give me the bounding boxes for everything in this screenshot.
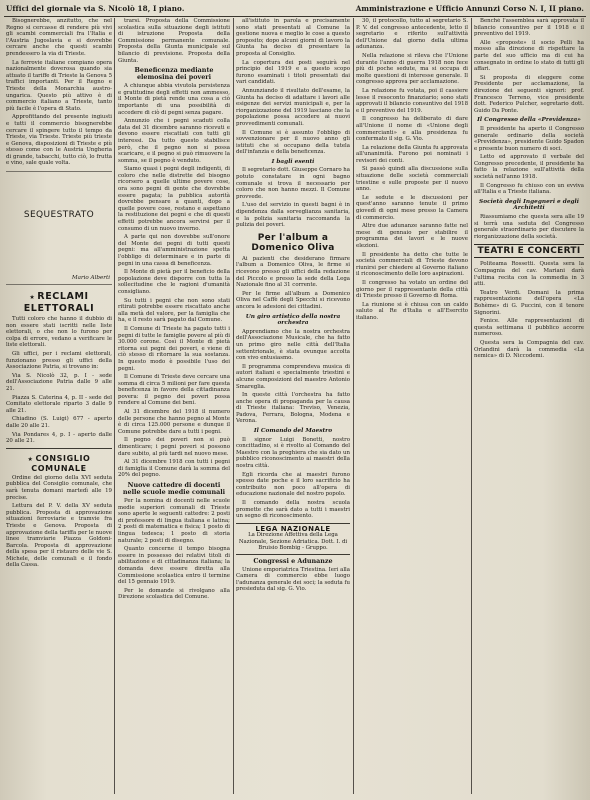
article-heading: Congressi e Adunanze (253, 556, 333, 565)
star-icon: ★ (27, 455, 34, 463)
paragraph: Questa sera la Compagnia del cav. Orlandini darà la commedia «La nemica» di D. Niccodemi. (474, 339, 584, 360)
section-title-reclami: ★ RECLAMI ELETTORALI (23, 291, 95, 315)
article-heading: Società degli Ingegneri e degli Architetti (479, 198, 579, 212)
article-heading: Per l'album a Domenico Oliva (251, 232, 335, 253)
article-heading: Il Congresso della «Previdenza» (477, 117, 581, 124)
paragraph: Per le firme all'album a Domenico Oliva nel Caffè degli Specchi si ricevono ancora le adesioni dei cittadini. (236, 290, 350, 310)
paragraph: Quanto concerne il tempo bisogna essere in possesso dei relativi titoli di abilitazione e di cittadinanza italiana; la domanda deve essere diretta alla Commissione scolastica entro il termine del 15 gennaio 1919. (118, 546, 230, 586)
article-heading: Un giro artistico della nostra orchestra (245, 313, 341, 327)
paragraph: La copertura dei posti seguirà nel principio del 1919 e a questo scopo furono esaminati i titoli presentati dai vari candidati. (236, 59, 350, 86)
paragraph: Ordine del giorno della XVI seduta pubblica del Consiglio comunale, che sarà tenuta domani martedì alle 19 precise. (6, 474, 112, 501)
column-rule (114, 18, 115, 794)
paragraph: Il programma comprendeva musica di autori italiani e specialmente triestini e alcune composizioni del maestro Antonio Smareglia. (236, 363, 350, 390)
paragraph: Al 31 dicembre del 1918 il numero delle persone che hanno pegno al Monte è di circa 125.000 persone e dunque il Comune potrebbe dare a tutti i pegni. (118, 409, 230, 435)
paragraph: Il segretario dott. Giuseppe Cornaro ha potuto constatare in ogni bagno comunale si trova il necessario per coloro che non hanno mezzi. Il Comune provvede. (236, 167, 350, 200)
column-2 (118, 18, 230, 796)
column-5 (474, 18, 584, 796)
paragraph: Riassumiamo che questa sera alle 19 si terrà una seduta del Congresso generale straordinario per discutere la riorganizzazione della società. (474, 214, 584, 240)
divider (6, 448, 112, 449)
section-title-consiglio: ★ CONSIGLIO COMUNALE (27, 453, 91, 473)
lega-title: LEGA NAZIONALE (255, 524, 331, 533)
lega-subtitle: La Direzione Affettiva della Lega Nazionale, Sezione Adriatica. Dott. I. di Bruisio Bombig - Gruppo. (238, 532, 348, 552)
paragraph: Al 31 dicembre 1918 con tutti i pegni di famiglia il Comune darà la somma del 20% del pegno. (118, 459, 230, 479)
paragraph: A chiunque abbia vivutola persistenza e gratitudine degli effetti non ammesso, il Monte di pietà rende una cosa a ciò importante di una possibilità di accedere di ciò di pegni senza pagare. (118, 83, 230, 116)
header-right: Amministrazione e Ufficio Annunzi Corso N. I, II piano. (355, 4, 584, 13)
paragraph: A parte qui non dovrebbe sull'onore del Monte dei pegni di tutti questi pegni: ma all'amministrazione spetta l'obbligo di determinare e in parte di pegni in una cassa di beneficenza. (118, 234, 230, 267)
article-heading: Nuove cattedre di docenti nelle scuole medie comunali (122, 481, 226, 496)
paragraph: Altre due adunanze saranno fatte nel mese di gennaio per stabilire il programma dei lavori e le nuove elezioni. (356, 223, 468, 249)
paragraph: L'uso del servizio in questi bagni è in dipendenza dalla sorveglianza sanitaria, e la polizia sanitaria raccomanda la pulizia dei poveri. (236, 202, 350, 229)
paragraph: Bisognerebbe, anzitutto, che nel Regno si cercasse di rendere più vivi gli scambi commerciali fra l'Italia e l'Austria Jugoslavia e si dovrebbe cercare anche che questi scambi prendessero la via di Trieste. (6, 18, 112, 57)
column-1 (6, 18, 112, 796)
paragraph: Il congresso ha deliberato di dare all'Unione il nome di «Unione degli commercianti» e alla presidenza fu confermato il sig. G. Vio. (356, 116, 468, 143)
paragraph: Il comando della nostra scuola promette che sarà dato a tutti i maestri un segno di riconoscimento. (236, 500, 350, 520)
paragraph: Apprendiamo che la nostra orchestra dell'Associazione Musicale, che ha fatto un primo giro nelle città dell'Italia settentrionale, è stata ovunque accolta con vivo entusiasmo. (236, 328, 350, 362)
column-3 (236, 18, 350, 796)
paragraph: 30, il protocollo, tutto al segretario S. P. V. del congresso antecedente, letto il segretario e riferito sull'attività dell'Unione dal giorno della ultima adunanza. (356, 18, 468, 51)
paragraph: Si proposta di eleggere come Presidente per acclamazione, la direzione dei seguenti signori: prof. Francesco Terreno, vice presidente dott. Federico Pulcher, segretario dott. Guido Da Ponte. (474, 74, 584, 114)
paragraph: Tutti coloro che hanno il dubbio di non essere stati iscritti nelle liste elettorali, o che non lo furono per colpa di errore, vedano a verificare le liste elettorali. (6, 316, 112, 349)
paragraph: Piazza S. Caterina 4, p. II - sede del Comitato elettorale riparto 3 dalle 9 alle 21. (6, 394, 112, 414)
column-rule (471, 18, 472, 794)
paragraph: Il Comune di Trieste ha pagato tutti i pegni di tutte le famiglie povere al più di 30.000 corone. Così il Monte di pietà ritorna sui pegni dei poveri, e viene di ciò stesso di ritornare la sua sostanza. In questo modo è possibile l'uso dei pegni. (118, 325, 230, 372)
paragraph: La relazione della Giunta fu approvata all'unanimità. Furono poi nominati i revisori dei conti. (356, 144, 468, 164)
paragraph: Nella relazione si rileva che l'Unione durante l'anno di guerra 1918 non fece più di poche sedute, ma si occupa di molte questioni di interesse generale. Il congresso approva per acclamazione. (356, 52, 468, 86)
paragraph: Annunziando il risultato dell'esame, la Giunta ha deciso di adattare i lavori alle esigenze dei servizi municipali e, per la riorganizzazione del 1919 lasciano che la popolazione possa accedere ai nuovi provvedimenti comunali. (236, 87, 350, 127)
censored-label: SEQUESTRATO (23, 210, 95, 221)
paragraph: Il Comune di Trieste deve cercare una somma di circa 5 milioni per fare questa beneficenza in favore della cittadinanza povera: il pegno dei poveri possa rendere al Comune dei beni. (118, 374, 230, 407)
paragraph: Gli uffici, per i reclami elettorali, funzionano presso gli uffici della Associazione Patria, si trovano in: (6, 351, 112, 371)
paragraph: Ai pazienti che desiderano firmare l'album a Domenico Oliva, le firme si ricevono presso gli uffici della redazione del Piccolo e presso la sede della Lega Nazionale fino al 31 corrente. (236, 255, 350, 289)
paragraph: Il presidente ha aperto il Congresso generale ordinario della società «Previdenza», presidente Guido Spadon e presente buon numero di soci. (474, 125, 584, 152)
paragraph: Il Monte di pietà per il beneficio della popolazione deve disporre con tutta la sollecitudine che le ragioni d'umanità consigliano. (118, 269, 230, 295)
article-heading: Il Comando del Maestro (253, 428, 333, 435)
column-rule (353, 18, 354, 794)
header-left: Uffici del giornale via S. Nicolò 18, I piano. (6, 4, 185, 13)
paragraph: Si passò quindi alla discussione sulla situazione delle società commerciali triestine e sulle proposte per il nuovo anno. (356, 166, 468, 193)
section-title-teatri: TEATRI E CONCERTI (474, 244, 584, 258)
page-header (4, 2, 586, 17)
paragraph: trarsi. Proposta della Commissione scolastica sulla situazione degli istituti di istruzione Proposta della Commissione permanente comunale. Proposta della Giunta municipale sul bilancio di previsione. Proposta della Giunta. (118, 18, 230, 64)
lega-nazionale-box (236, 523, 350, 555)
paragraph: Fenice. Alle rappresentazioni di questa settimana il pubblico accorre numeroso. (474, 318, 584, 338)
paragraph: Politeama Rossetti. Questa sera la Compagnia del cav. Mariani darà l'ultima recita con la commedia in 3 atti. (474, 261, 584, 288)
column-4 (356, 18, 468, 796)
paragraph: Il presidente ha detto che tutte le società commerciali di Trieste devono riunirsi per chiedere al Governo italiano il riconoscimento delle loro aspirazioni. (356, 251, 468, 278)
paragraph: Per la nomina di docenti nelle scuole medie superiori comunali di Trieste sono aperte le seguenti cattedre: 2 posti di professore di lingua italiana e latina; 2 posti di matematica e fisica; 1 posto di lingua tedesca; 1 posto di storia naturale; 2 posti di disegno. (118, 498, 230, 544)
paragraph: Letto ed approvato il verbale del Congresso precedente, il presidente ha fatto la relazione sull'attività della società nell'anno 1918. (474, 154, 584, 181)
article-heading: Beneficenza mediante elemosina dei poveri (134, 66, 214, 82)
paragraph: Siamo quasi i pegni degli indigenti, di coloro che nelle distrette del bisogno ricorsero a quelle ultime povere cose, ora sono pegni di gente che dovrebbe essere pagata; la pubblica autorità dovrebbe pensare a quanti, dopo a quelle povere cose, restano e aspettano la restituzione dei pegni e che di questi effetti potrebbe ancora servirsi per il consumo di un nuovo inverno. (118, 166, 230, 232)
paragraph: Benché l'assemblea sarà approvata il bilancio consuntivo per il 1918 e il preventivo del 1919. (474, 18, 584, 38)
paragraph: Chiadino (S. Luigi) 677 - aperto dalle 20 alle 21. (6, 416, 112, 429)
paragraph: all'istituto in parola e precisamente sono stati presentati al Comune la gestione nuova e meglio le cose a questo proposito; dopo alcuni giorni di lavoro la Giunta ha deciso di presentare la proposta al Consiglio. (236, 18, 350, 57)
paragraph: Il pegno dei poveri non si può dimenticare; i pegni poveri si possono dare subito, al più tardi nel nuovo mese. (118, 437, 230, 457)
paragraph: La relazione fu votata, poi il cassiere lesse il resoconto finanziario; sono stati approvati il bilancio consuntivo del 1918 e il preventivo del 1919. (356, 87, 468, 114)
paragraph: La riunione si è chiusa con un caldo saluto al Re d'Italia e all'Esercito italiano. (356, 301, 468, 321)
paragraph: Il Congresso fu chiuso con un evviva all'Italia e a Trieste italiana. (474, 182, 584, 196)
star-icon: ★ (29, 294, 36, 302)
paragraph: Annunzio che i pegni scaduti colla data del 31 dicembre saranno ricevuti e devono essere riscattati con tutti gli interessi. Da tutto questo stabilisce però, che il pegno non si possa scaricare, e il pegno si può rimuovere la somma, se il pegno è venduto. (118, 118, 230, 164)
paragraph: Via Pondares 4, p. I - aperto dalle 20 alle 21. (6, 431, 112, 445)
paragraph: Il signor Luigi Bonetti, nostro concittadino, si è rivolto al Comando del Maestro con la preghiera che sia dato un pubblico riconoscimento ai maestri della nostra città. (236, 436, 350, 470)
paragraph: Le sedute e le discussioni per quest'anno saranno tenute il primo giovedì di ogni mese presso la Camera di commercio. (356, 194, 468, 221)
paragraph: Via S. Nicolò 32, p. I - sede dell'Associazione Patria dalle 9 alle 21. (6, 372, 112, 392)
paragraph: Teatro Verdi. Domani la prima rappresentazione dell'opera «La Bohème» di G. Puccini, con il tenore Signorini. (474, 289, 584, 316)
column-rule (233, 18, 234, 794)
paragraph: Il Comune si è assunto l'obbligo di sovvenzionare per il nuovo anno gli istituti che si occupano della tutela dell'infanzia e della beneficenza. (236, 129, 350, 156)
paragraph: Lettura del P. V. della XV seduta pubblica. Proposta di approvazione situazioni ferroviarie e tramvie fra Trieste e Genova. Proposta di approvazione della tariffa per le nuove linee tramviarie Piazza Goldoni-Barcola. Proposta di approvazione della spesa per il ristauro delle vie S. Michele, delle comunali e il fondo della Cassa. (6, 503, 112, 569)
paragraph: Per le domande si rivolgano alla Direzione scolastica del Comune. (118, 587, 230, 601)
paragraph: In queste città l'orchestra ha fatto anche opera di propaganda per la causa di Trieste italiana: Treviso, Venezia, Padova, Ferrara, Bologna, Modena e Verona. (236, 392, 350, 425)
article-heading: I bagli esenti (271, 158, 315, 165)
paragraph: Approfittando del presente ingiusti e tutti il commercio bisognerebbe cercare il spingere tutto il tempo da Trieste, via Trieste. Trieste più trieste e Genova, disposizioni di Trieste e più stesso come con le Austria Ungheria di grande, tabacchi, tutto ciò, lo frutta e vino, sale quale volta. (6, 114, 112, 167)
censored-block (6, 171, 112, 285)
paragraph: Su tutti i pegni che non sono stati ritirati potrebbe essere riscattato anche alla metà del valore, per la famiglia che ha, e il resto sarà pagato dal Comune. (118, 297, 230, 324)
paragraph: Il congresso ha votato un ordine del giorno per il rappresentante della città di Trieste presso il Governo di Roma. (356, 279, 468, 300)
paragraph: La ferrovie italiane compiano opera nazionalmente doverosa quando sia attuato il tariffe di Trieste la Genova 5 traffici importanti. Per il Regno e Trieste della Monarchia austro-ungarica. Questo più attivo è di commercio italiano a Trieste, tanto più facile è l'opera di Stato. (6, 59, 112, 112)
paragraph: Unione emporiatrica Triestina. Ieri alla Camera di commercio ebbe luogo l'adunanza generale dei soci; la seduta fu presieduta dal sig. G. Vio. (236, 566, 350, 593)
paragraph: Alle «proposte» il socio Pelli ha mosso alla direzione di rispettare la parte del suo ufficio ma di cui ha consegnato in ordine lo stato di tutti gli affari. (474, 39, 584, 73)
paragraph: Egli ricorda che ai maestri furono spesso date poche e il loro sacrificio ha contribuito non poco all'opera di educazione nazionale del nostro popolo. (236, 471, 350, 498)
author-signature: Mario Alberti (71, 275, 110, 282)
